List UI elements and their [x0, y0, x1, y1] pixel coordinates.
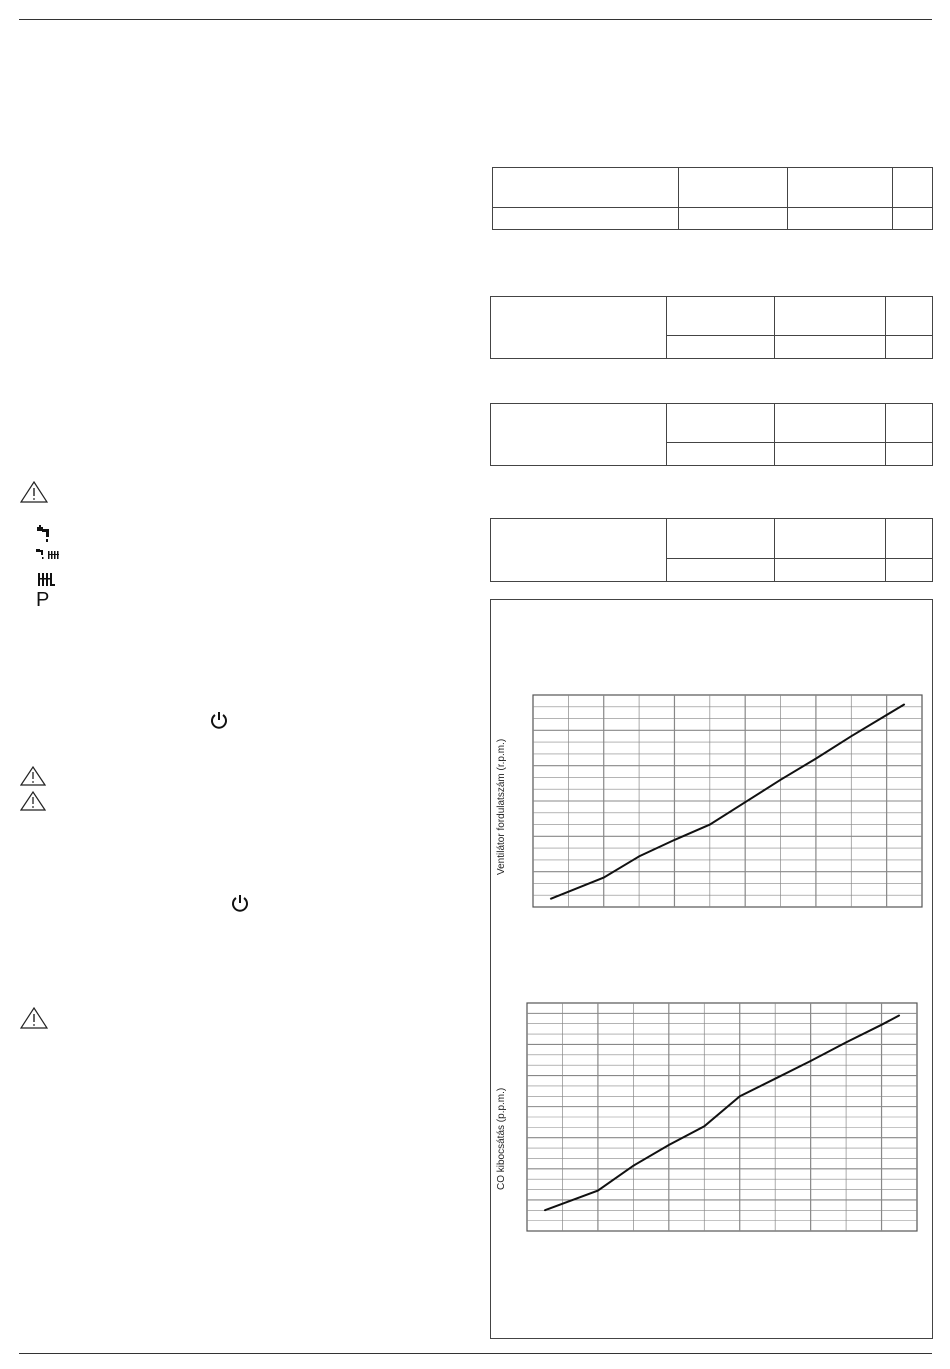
radiator-icon [37, 572, 55, 588]
co-emission-data-point [544, 1210, 546, 1212]
fan-speed-data-point [886, 714, 888, 716]
table-cell [775, 519, 886, 559]
parameter-letter: P [36, 589, 50, 611]
table-cell [775, 559, 886, 582]
co-emission-data-point [845, 1042, 847, 1044]
table-cell [893, 168, 933, 208]
tap-and-radiator-icon [36, 548, 62, 560]
spec-table-1 [492, 167, 933, 230]
table-cell [491, 519, 667, 582]
spec-table-3 [490, 403, 933, 466]
table-cell [886, 297, 933, 336]
chart2-y-axis-label: CO kibocsátás (p.p.m.) [496, 1087, 507, 1190]
table-cell [886, 336, 933, 359]
table-cell [667, 443, 775, 466]
table-cell [775, 404, 886, 443]
chart1-y-axis-label: Ventilátor fordulatszám (r.p.m.) [496, 738, 507, 875]
table-cell [886, 404, 933, 443]
spec-table-4 [490, 518, 933, 582]
table-cell [667, 336, 775, 359]
table-cell [491, 404, 667, 466]
table-cell [667, 559, 775, 582]
table-cell [788, 168, 893, 208]
table-cell [493, 168, 679, 208]
spec-table-2 [490, 296, 933, 359]
table-cell [775, 443, 886, 466]
fan-speed-data-point [550, 898, 552, 900]
fan-speed-data-point [904, 704, 906, 706]
power-standby-icon [230, 893, 250, 913]
table-cell [679, 208, 788, 230]
fan-speed-chart [530, 692, 925, 910]
warning-triangle-icon [20, 481, 48, 503]
top-rule [19, 19, 932, 20]
warning-triangle-icon [20, 766, 46, 786]
co-emission-data-point [597, 1190, 599, 1192]
table-cell [667, 404, 775, 443]
table-cell [886, 443, 933, 466]
fan-speed-data-point [638, 856, 640, 858]
table-cell [667, 297, 775, 336]
hot-water-tap-icon [36, 525, 52, 543]
table-cell [893, 208, 933, 230]
co-emission-data-point [739, 1096, 741, 1098]
table-cell [679, 168, 788, 208]
fan-speed-data-point [709, 824, 711, 826]
bottom-rule [19, 1353, 932, 1354]
table-cell [493, 208, 679, 230]
co-emission-data-point [774, 1078, 776, 1080]
co-emission-data-point [704, 1126, 706, 1128]
warning-triangle-icon [20, 791, 46, 811]
table-cell [788, 208, 893, 230]
co-emission-data-point [633, 1165, 635, 1167]
co-emission-data-point [810, 1060, 812, 1062]
table-cell [775, 336, 886, 359]
co-emission-chart [524, 1000, 920, 1234]
fan-speed-data-point [815, 758, 817, 760]
fan-speed-data-point [851, 735, 853, 737]
table-cell [667, 519, 775, 559]
fan-speed-data-point [603, 877, 605, 879]
warning-triangle-icon [20, 1007, 48, 1029]
table-cell [491, 297, 667, 359]
table-cell [775, 297, 886, 336]
table-cell [886, 559, 933, 582]
fan-speed-data-point [674, 839, 676, 841]
fan-speed-data-point [744, 801, 746, 803]
power-standby-icon [209, 710, 229, 730]
table-cell [886, 519, 933, 559]
fan-speed-data-point [780, 779, 782, 781]
co-emission-data-point [881, 1024, 883, 1026]
co-emission-data-point [899, 1015, 901, 1017]
co-emission-data-point [668, 1144, 670, 1146]
